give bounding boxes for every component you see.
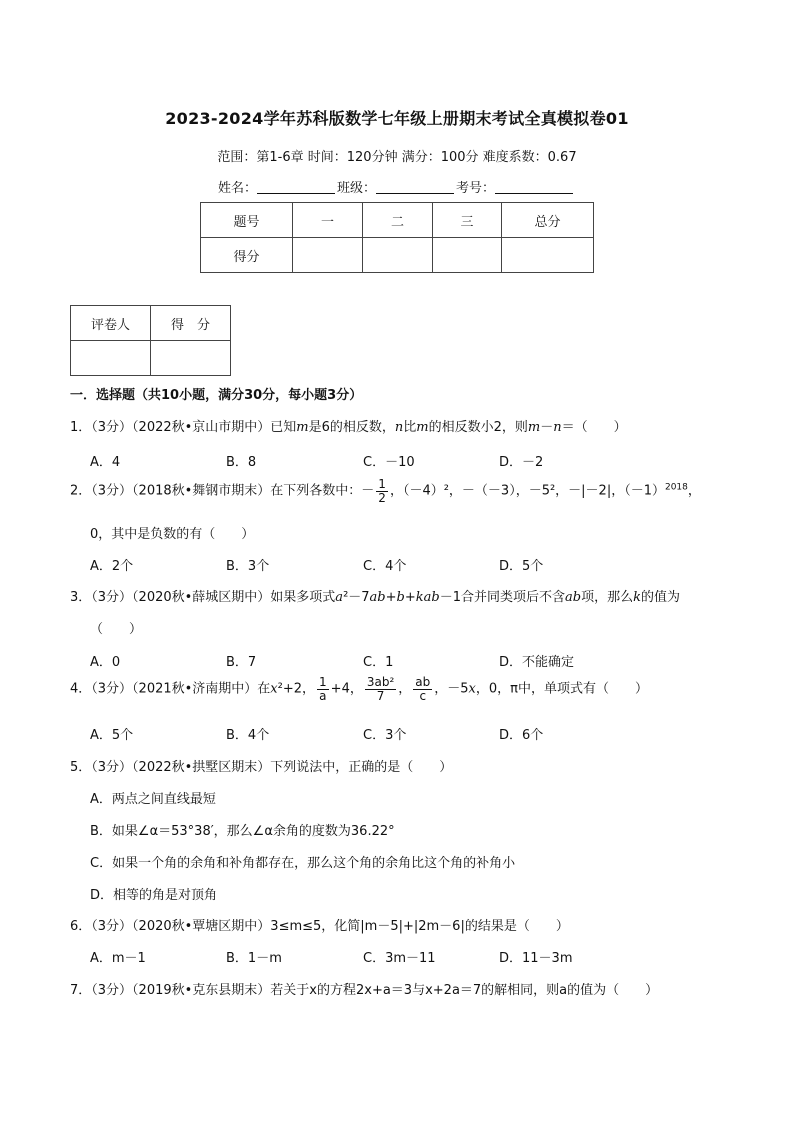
score-cell[interactable] [363, 238, 433, 273]
fraction [317, 676, 329, 702]
q3-var: a [335, 590, 344, 605]
question-2-stem [70, 478, 701, 504]
page-title: 2023-2024学年苏科版数学七年级上册期末考试全真模拟卷01 [165, 109, 629, 128]
question-6-stem: 6．（3分）（2020秋•覃塘区期中）3≤m≤5，化简|m－5|+|2m－6|的结果是（ ） [70, 919, 569, 934]
option-d[interactable]: D．11－3m [499, 951, 573, 966]
q1-var: m [296, 420, 309, 435]
q1-text: ＝（ ） [561, 420, 627, 435]
section-title: 一．选择题（共10小题，满分30分，每小题3分） [70, 388, 363, 403]
option-d[interactable]: D．6个 [499, 728, 544, 743]
fraction-denominator: 2 [378, 490, 386, 505]
number-blank[interactable] [495, 180, 573, 194]
grader-row [71, 341, 231, 376]
student-info-row [218, 177, 575, 196]
score-table-header-row [201, 203, 594, 238]
q1-var: m [527, 420, 541, 435]
q3-var: k [633, 590, 641, 605]
grader-cell[interactable] [71, 341, 151, 376]
class-blank[interactable] [376, 180, 454, 194]
score-header-cell: 三 [433, 203, 502, 238]
question-7-stem: 7．（3分）（2019秋•克东县期末）若关于x的方程2x+a＝3与x+2a＝7的解相同，则a的值为（ ） [70, 983, 659, 998]
grader-header-cell: 评卷人 [71, 306, 151, 341]
q1-var: n [394, 420, 404, 435]
q3-var: ab [369, 590, 386, 605]
q1-text: 是6的相反数， [308, 420, 395, 435]
q4-text: 4．（3分）（2021秋•济南期中）在 [70, 681, 271, 697]
score-header-cell: 题号 [201, 203, 293, 238]
option-c[interactable]: C．3个 [363, 728, 407, 743]
grader-cell[interactable] [151, 341, 231, 376]
option-b[interactable]: B．如果∠α＝53°38′，那么∠α余角的度数为36.22° [90, 824, 395, 839]
fraction-numerator: 3ab² [366, 675, 395, 689]
q3-text: 的值为 [641, 590, 681, 605]
question-4-stem [70, 676, 648, 702]
q1-var: n [553, 420, 562, 435]
question-5-stem: 5．（3分）（2022秋•拱墅区期末）下列说法中，正确的是（ ） [70, 760, 453, 775]
option-a[interactable]: A．0 [90, 655, 121, 670]
option-c[interactable]: C．1 [363, 655, 394, 670]
exam-info-line: 范围：第1-6章 时间：120分钟 满分：100分 难度系数：0.67 [217, 150, 577, 165]
score-header-cell: 总分 [502, 203, 594, 238]
option-c[interactable]: C．4个 [363, 559, 407, 574]
score-header-cell: 二 [363, 203, 433, 238]
option-d[interactable]: D．－2 [499, 455, 544, 470]
q3-text: ²－7 [343, 590, 370, 605]
score-cell[interactable] [433, 238, 502, 273]
exponent: 2018 [664, 482, 688, 493]
option-b[interactable]: B．8 [226, 455, 257, 470]
q3-text: 3．（3分）（2020秋•薛城区期中）如果多项式 [70, 590, 336, 605]
score-row-label: 得分 [201, 238, 293, 273]
grader-header-row [71, 306, 231, 341]
fraction [376, 478, 388, 504]
q3-text: 合并同类项后不含 [461, 590, 566, 605]
fraction-denominator: c [419, 688, 427, 703]
question-1-stem [70, 416, 627, 435]
grader-header-cell: 得 分 [151, 306, 231, 341]
option-a[interactable]: A．2个 [90, 559, 134, 574]
q1-text: 的相反数小2，则 [428, 420, 528, 435]
q4-text: ，－5 [434, 681, 469, 697]
grader-table [70, 305, 231, 376]
option-a[interactable]: A．m－1 [90, 951, 146, 966]
question-3-stem [70, 586, 680, 605]
option-d[interactable]: D．不能确定 [499, 655, 575, 670]
q1-text: 1．（3分）（2022秋•京山市期中）已知 [70, 420, 297, 435]
question-2-stem-line2: 0，其中是负数的有（ ） [90, 527, 255, 542]
q2-text: ， [687, 483, 701, 499]
fraction [365, 676, 396, 702]
option-a[interactable]: A．4 [90, 455, 121, 470]
q3-text: + [404, 590, 416, 605]
fraction-denominator: 7 [376, 688, 385, 703]
q4-var: x [468, 681, 476, 697]
name-label: 姓名： [218, 181, 258, 196]
q4-text: ，0，π中，单项式有（ ） [475, 681, 648, 697]
q4-text: ， [398, 681, 412, 697]
name-blank[interactable] [257, 180, 335, 194]
option-b[interactable]: B．7 [226, 655, 257, 670]
q2-text: ，（－4）²，－（－3），－5²，－|－2|，（－1） [389, 483, 665, 499]
score-cell[interactable] [293, 238, 363, 273]
q2-text: 2．（3分）（2018秋•舞钢市期末）在下列各数中：－ [70, 483, 375, 499]
score-cell[interactable] [502, 238, 594, 273]
score-table-score-row [201, 238, 594, 273]
q3-text: －1 [439, 590, 461, 605]
q1-text: － [540, 420, 554, 435]
fraction [413, 676, 432, 702]
score-table [200, 202, 594, 273]
q4-text: ²+2， [277, 681, 316, 697]
number-label: 考号： [456, 181, 496, 196]
option-d[interactable]: D．5个 [499, 559, 544, 574]
option-d[interactable]: D．相等的角是对顶角 [90, 888, 218, 903]
option-b[interactable]: B．1－m [226, 951, 282, 966]
score-header-cell: 一 [293, 203, 363, 238]
option-c[interactable]: C．如果一个角的余角和补角都存在，那么这个角的余角比这个角的补角小 [90, 856, 516, 871]
option-b[interactable]: B．4个 [226, 728, 270, 743]
option-c[interactable]: C．3m－11 [363, 951, 436, 966]
option-a[interactable]: A．5个 [90, 728, 134, 743]
q3-text: + [385, 590, 397, 605]
class-label: 班级： [337, 181, 377, 196]
fraction-numerator: 1 [378, 477, 386, 491]
question-3-stem-line2: （ ） [90, 622, 143, 637]
q1-var: m [416, 420, 429, 435]
fraction-numerator: ab [415, 675, 431, 689]
q3-var: kab [415, 590, 440, 605]
option-b[interactable]: B．3个 [226, 559, 270, 574]
fraction-denominator: a [319, 688, 327, 703]
fraction-numerator: 1 [319, 675, 327, 689]
q3-text: 项，那么 [581, 590, 634, 605]
q1-text: 比 [403, 420, 417, 435]
option-c[interactable]: C．－10 [363, 455, 415, 470]
q4-text: +4， [330, 681, 363, 697]
option-a[interactable]: A．两点之间直线最短 [90, 792, 216, 807]
q3-var: ab [565, 590, 582, 605]
q4-var: x [270, 681, 278, 697]
q3-var: b [396, 590, 405, 605]
